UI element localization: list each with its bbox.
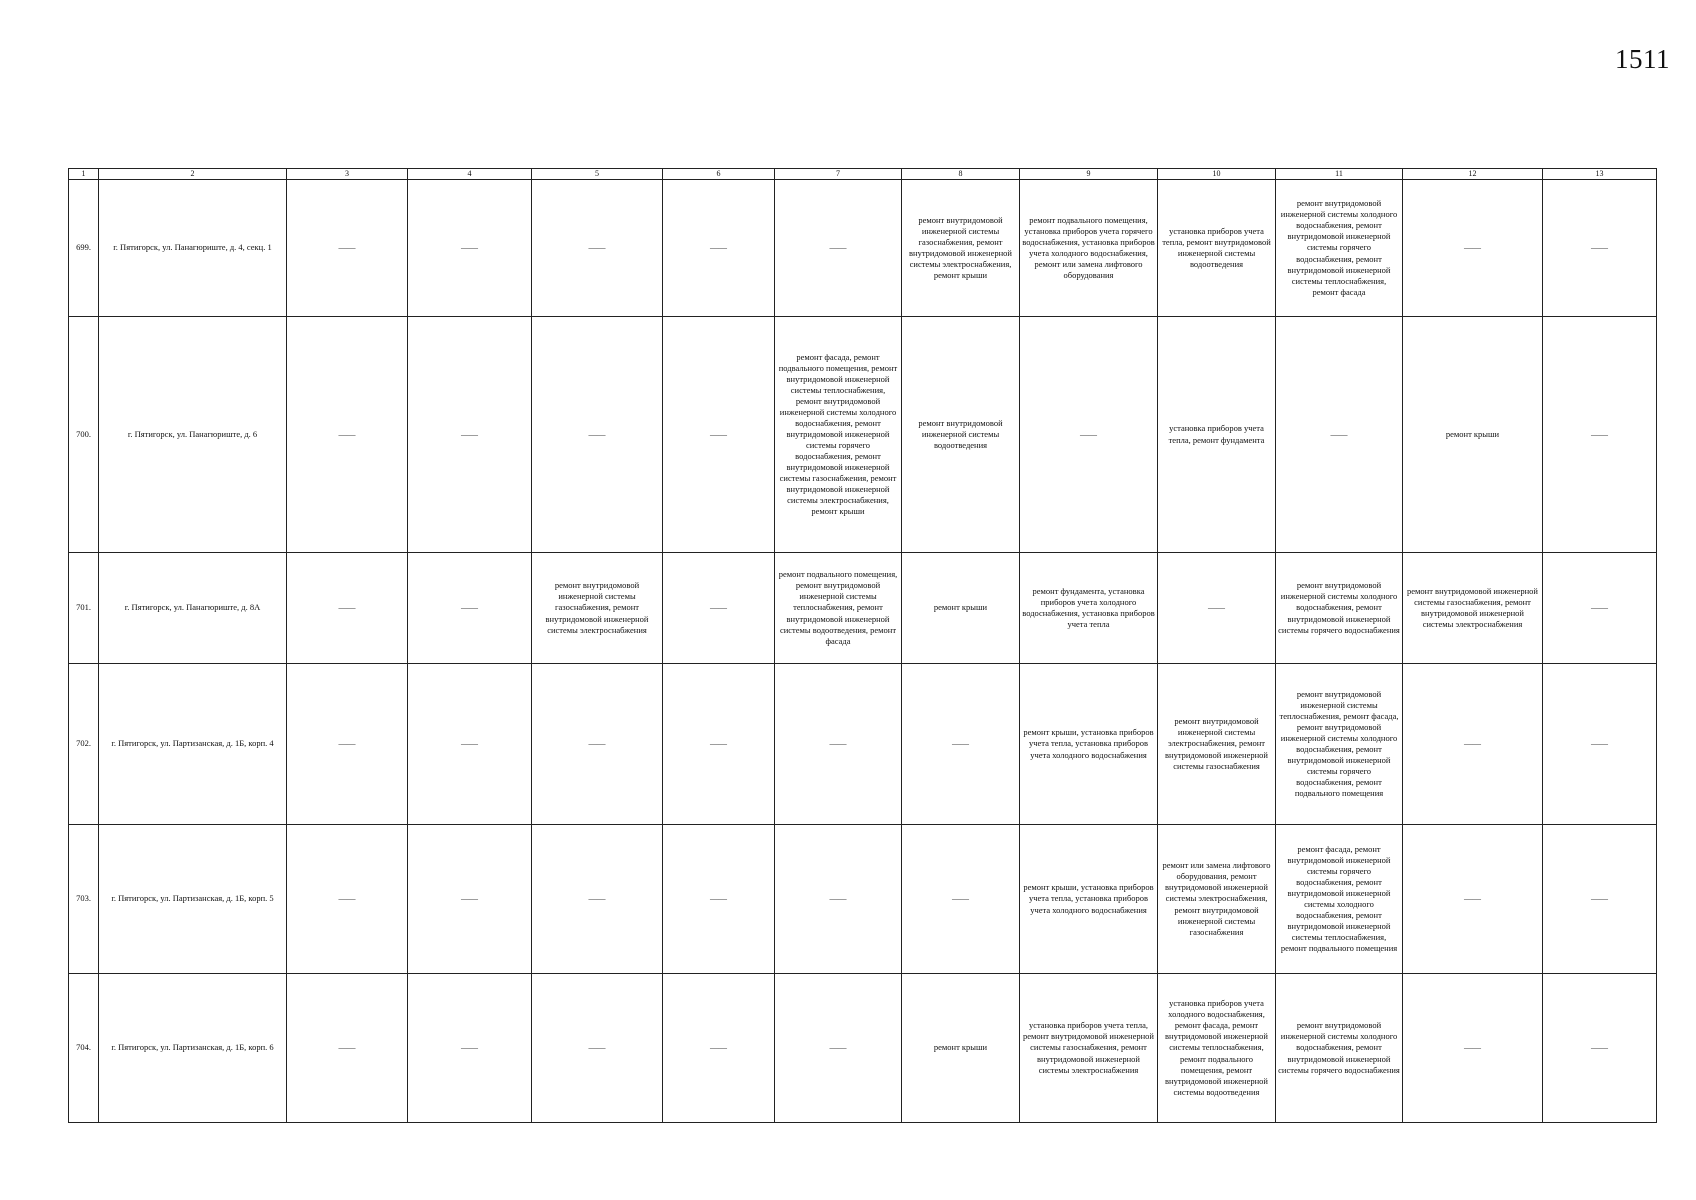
table-cell: установка приборов учета тепла, ремонт внутридомовой инженерной системы газоснабжения, ремонт внутридомовой инженерной системы электроснабжения <box>1020 974 1158 1123</box>
column-header-10: 10 <box>1158 169 1276 180</box>
table-cell: —— <box>1543 974 1657 1123</box>
table-cell: —— <box>775 180 902 317</box>
address-cell: г. Пятигорск, ул. Партизанская, д. 1Б, корп. 5 <box>99 825 287 974</box>
table-cell: —— <box>902 825 1020 974</box>
row-number: 704. <box>69 974 99 1123</box>
address-cell: г. Пятигорск, ул. Партизанская, д. 1Б, корп. 4 <box>99 664 287 825</box>
column-header-11: 11 <box>1276 169 1403 180</box>
table-cell: ремонт крыши, установка приборов учета тепла, установка приборов учета холодного водоснабжения <box>1020 825 1158 974</box>
table-cell: —— <box>408 974 532 1123</box>
table-cell: —— <box>532 317 663 553</box>
row-number: 701. <box>69 553 99 664</box>
table-cell: —— <box>287 180 408 317</box>
column-header-3: 3 <box>287 169 408 180</box>
row-number: 699. <box>69 180 99 317</box>
table-cell: —— <box>287 317 408 553</box>
table-cell: —— <box>1543 664 1657 825</box>
table-cell: —— <box>775 974 902 1123</box>
table-cell: —— <box>663 317 775 553</box>
table-cell: ремонт внутридомовой инженерной системы газоснабжения, ремонт внутридомовой инженерной системы электроснабжения <box>532 553 663 664</box>
table-cell: —— <box>775 664 902 825</box>
column-header-7: 7 <box>775 169 902 180</box>
table-cell: —— <box>1020 317 1158 553</box>
table-cell: —— <box>1543 317 1657 553</box>
table-cell: —— <box>663 664 775 825</box>
address-cell: г. Пятигорск, ул. Панагюриште, д. 4, секц. 1 <box>99 180 287 317</box>
table-row <box>69 317 1657 553</box>
table-row <box>69 825 1657 974</box>
table-cell: —— <box>663 825 775 974</box>
table-cell: —— <box>287 664 408 825</box>
address-cell: г. Пятигорск, ул. Партизанская, д. 1Б, корп. 6 <box>99 974 287 1123</box>
column-header-8: 8 <box>902 169 1020 180</box>
column-header-9: 9 <box>1020 169 1158 180</box>
column-header-4: 4 <box>408 169 532 180</box>
table-cell: ремонт фундамента, установка приборов учета холодного водоснабжения, установка приборов учета тепла <box>1020 553 1158 664</box>
page-number: 1511 <box>1615 44 1670 74</box>
table-cell: —— <box>532 974 663 1123</box>
table-cell: —— <box>902 664 1020 825</box>
table-cell: ремонт внутридомовой инженерной системы холодного водоснабжения, ремонт внутридомовой инженерной системы горячего водоснабжения <box>1276 974 1403 1123</box>
table-cell: ремонт крыши, установка приборов учета тепла, установка приборов учета холодного водоснабжения <box>1020 664 1158 825</box>
table-cell: —— <box>408 825 532 974</box>
table-cell: ремонт внутридомовой инженерной системы холодного водоснабжения, ремонт внутридомовой инженерной системы горячего водоснабжения <box>1276 553 1403 664</box>
table-row <box>69 553 1657 664</box>
table-cell: —— <box>532 825 663 974</box>
table-cell: —— <box>408 180 532 317</box>
table-cell: —— <box>287 825 408 974</box>
table-cell: —— <box>1276 317 1403 553</box>
table-cell: —— <box>532 664 663 825</box>
table-cell: —— <box>1403 974 1543 1123</box>
address-cell: г. Пятигорск, ул. Панагюриште, д. 8А <box>99 553 287 664</box>
table-cell: —— <box>1543 180 1657 317</box>
table-cell: —— <box>1403 664 1543 825</box>
table-cell: —— <box>408 317 532 553</box>
table-cell: —— <box>287 553 408 664</box>
table-cell: —— <box>287 974 408 1123</box>
table-cell: —— <box>408 553 532 664</box>
table-cell: ремонт крыши <box>902 974 1020 1123</box>
table-cell: ремонт внутридомовой инженерной системы электроснабжения, ремонт внутридомовой инженерной системы газоснабжения <box>1158 664 1276 825</box>
table-cell: ремонт фасада, ремонт подвального помещения, ремонт внутридомовой инженерной системы теплоснабжения, ремонт внутридомовой инженерной системы холодного водоснабжения, ремонт внутридомовой инженерной системы горячего водоснабжения, ремонт внутридомовой инженерной системы газоснабжения, ремонт внутридомовой инженерной системы электроснабжения, ремонт крыши <box>775 317 902 553</box>
repair-schedule-table <box>68 168 1657 1123</box>
row-number: 702. <box>69 664 99 825</box>
table-cell: ремонт подвального помещения, установка приборов учета горячего водоснабжения, установка приборов учета холодного водоснабжения, ремонт или замена лифтового оборудования <box>1020 180 1158 317</box>
table-cell: ремонт фасада, ремонт внутридомовой инженерной системы горячего водоснабжения, ремонт внутридомовой инженерной системы холодного водоснабжения, ремонт внутридомовой инженерной системы теплоснабжения, ремонт подвального помещения <box>1276 825 1403 974</box>
table-cell: ремонт внутридомовой инженерной системы теплоснабжения, ремонт фасада, ремонт внутридомовой инженерной системы холодного водоснабжения, ремонт внутридомовой инженерной системы горячего водоснабжения, ремонт подвального помещения <box>1276 664 1403 825</box>
row-number: 703. <box>69 825 99 974</box>
table-cell: —— <box>1543 553 1657 664</box>
table-cell: —— <box>408 664 532 825</box>
table-cell: ремонт подвального помещения, ремонт внутридомовой инженерной системы теплоснабжения, ремонт внутридомовой инженерной системы водоотведения, ремонт фасада <box>775 553 902 664</box>
table-cell: —— <box>1158 553 1276 664</box>
table-cell: ремонт крыши <box>902 553 1020 664</box>
table-cell: —— <box>663 553 775 664</box>
table-cell: —— <box>775 825 902 974</box>
table-cell: ремонт внутридомовой инженерной системы водоотведения <box>902 317 1020 553</box>
table-cell: ремонт крыши <box>1403 317 1543 553</box>
table-cell: —— <box>663 974 775 1123</box>
table-cell: —— <box>532 180 663 317</box>
column-header-5: 5 <box>532 169 663 180</box>
column-number-row <box>69 169 1657 180</box>
column-header-13: 13 <box>1543 169 1657 180</box>
column-header-6: 6 <box>663 169 775 180</box>
table-cell: установка приборов учета холодного водоснабжения, ремонт фасада, ремонт внутридомовой инженерной системы теплоснабжения, ремонт подвального помещения, ремонт внутридомовой инженерной системы водоотведения <box>1158 974 1276 1123</box>
table-cell: ремонт внутридомовой инженерной системы газоснабжения, ремонт внутридомовой инженерной системы электроснабжения, ремонт крыши <box>902 180 1020 317</box>
column-header-1: 1 <box>69 169 99 180</box>
table-row <box>69 974 1657 1123</box>
row-number: 700. <box>69 317 99 553</box>
table-cell: ремонт или замена лифтового оборудования, ремонт внутридомовой инженерной системы электроснабжения, ремонт внутридомовой инженерной системы газоснабжения <box>1158 825 1276 974</box>
table-cell: —— <box>1403 180 1543 317</box>
column-header-2: 2 <box>99 169 287 180</box>
table-row <box>69 180 1657 317</box>
table-row <box>69 664 1657 825</box>
table-cell: —— <box>1403 825 1543 974</box>
table-cell: —— <box>663 180 775 317</box>
table-cell: установка приборов учета тепла, ремонт внутридомовой инженерной системы водоотведения <box>1158 180 1276 317</box>
table-cell: —— <box>1543 825 1657 974</box>
column-header-12: 12 <box>1403 169 1543 180</box>
address-cell: г. Пятигорск, ул. Панагюриште, д. 6 <box>99 317 287 553</box>
table-cell: ремонт внутридомовой инженерной системы холодного водоснабжения, ремонт внутридомовой инженерной системы горячего водоснабжения, ремонт внутридомовой инженерной системы теплоснабжения, ремонт фасада <box>1276 180 1403 317</box>
table-cell: установка приборов учета тепла, ремонт фундамента <box>1158 317 1276 553</box>
table-cell: ремонт внутридомовой инженерной системы газоснабжения, ремонт внутридомовой инженерной системы электроснабжения <box>1403 553 1543 664</box>
